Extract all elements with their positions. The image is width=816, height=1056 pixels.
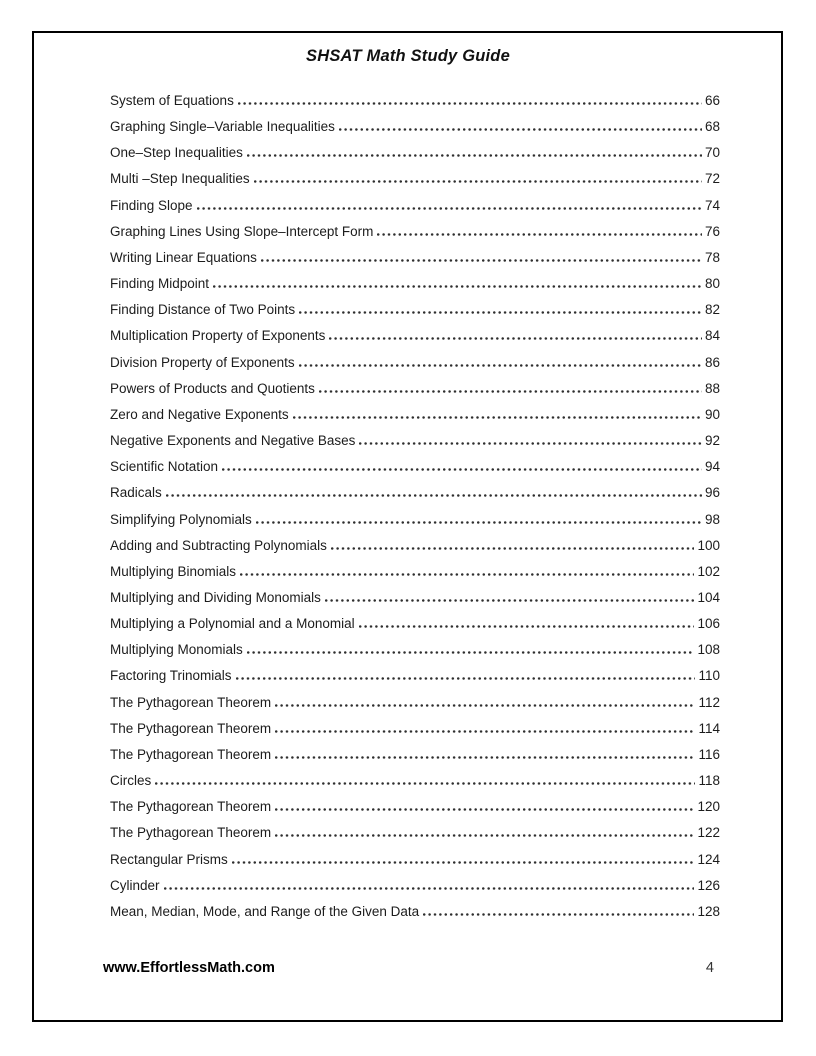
toc-leader-dots — [256, 521, 702, 524]
toc-entry-label: Division Property of Exponents — [110, 354, 295, 370]
toc-entry-page: 74 — [704, 197, 720, 213]
toc-leader-dots — [293, 416, 702, 419]
toc-entry-label: The Pythagorean Theorem — [110, 746, 272, 762]
toc-leader-dots — [275, 834, 694, 837]
toc-entry-label: Radicals — [110, 485, 162, 501]
toc-entry-label: Multiplying Binomials — [110, 563, 237, 579]
toc-list — [110, 88, 720, 925]
toc-entry-page: 90 — [704, 406, 720, 422]
toc-entry[interactable] — [110, 193, 720, 219]
toc-leader-dots — [325, 599, 695, 602]
toc-leader-dots — [331, 547, 695, 550]
toc-entry[interactable] — [110, 820, 720, 846]
toc-entry-page: 68 — [704, 119, 720, 135]
toc-entry[interactable] — [110, 847, 720, 873]
toc-entry-page: 84 — [704, 328, 720, 344]
toc-entry[interactable] — [110, 533, 720, 559]
toc-entry-page: 106 — [697, 616, 720, 632]
toc-entry-label: Mean, Median, Mode, and Range of the Given Data — [110, 903, 420, 919]
toc-entry-page: 86 — [704, 354, 720, 370]
toc-entry-page: 80 — [704, 276, 720, 292]
toc-entry-label: Graphing Single–Variable Inequalities — [110, 119, 335, 135]
toc-entry-page: 70 — [704, 145, 720, 161]
toc-leader-dots — [240, 573, 694, 576]
toc-entry-page: 126 — [697, 877, 720, 893]
toc-leader-dots — [164, 887, 695, 890]
toc-entry-page: 100 — [697, 537, 720, 553]
toc-entry-label: The Pythagorean Theorem — [110, 799, 272, 815]
toc-leader-dots — [155, 782, 695, 785]
toc-entry-label: Finding Slope — [110, 197, 193, 213]
toc-entry-page: 110 — [698, 668, 720, 684]
toc-leader-dots — [247, 651, 695, 654]
toc-leader-dots — [247, 154, 702, 157]
toc-leader-dots — [275, 730, 695, 733]
toc-entry[interactable] — [110, 873, 720, 899]
toc-leader-dots — [359, 442, 702, 445]
toc-entry-page: 102 — [697, 563, 720, 579]
toc-entry-label: Scientific Notation — [110, 459, 219, 475]
toc-entry[interactable] — [110, 376, 720, 402]
toc-entry-page: 124 — [697, 851, 720, 867]
toc-entry-label: Rectangular Prisms — [110, 851, 228, 867]
toc-entry[interactable] — [110, 507, 720, 533]
toc-entry-label: Circles — [110, 773, 152, 789]
toc-entry-label: Powers of Products and Quotients — [110, 380, 315, 396]
toc-leader-dots — [299, 364, 702, 367]
toc-leader-dots — [275, 808, 694, 811]
toc-entry[interactable] — [110, 716, 720, 742]
toc-leader-dots — [238, 102, 702, 105]
toc-entry-label: The Pythagorean Theorem — [110, 694, 272, 710]
toc-entry-page: 122 — [697, 825, 720, 841]
toc-entry[interactable] — [110, 166, 720, 192]
toc-entry-page: 76 — [704, 223, 720, 239]
toc-entry[interactable] — [110, 454, 720, 480]
toc-entry-page: 104 — [697, 589, 720, 605]
toc-entry-label: One–Step Inequalities — [110, 145, 243, 161]
toc-entry-label: Negative Exponents and Negative Bases — [110, 433, 356, 449]
toc-entry-page: 108 — [697, 642, 720, 658]
toc-entry-page: 118 — [698, 773, 720, 789]
toc-entry-label: The Pythagorean Theorem — [110, 720, 272, 736]
toc-leader-dots — [299, 311, 702, 314]
toc-leader-dots — [254, 180, 702, 183]
toc-leader-dots — [197, 207, 702, 210]
toc-entry-label: System of Equations — [110, 93, 234, 108]
toc-entry-label: Multiplication Property of Exponents — [110, 328, 326, 344]
toc-entry-label: Graphing Lines Using Slope–Intercept Form — [110, 223, 374, 239]
toc-entry-page: 116 — [698, 746, 720, 762]
toc-entry-label: Simplifying Polynomials — [110, 511, 252, 527]
toc-entry-label: Multi –Step Inequalities — [110, 171, 250, 187]
toc-entry-page: 78 — [704, 249, 720, 265]
toc-entry[interactable] — [110, 245, 720, 271]
toc-entry[interactable] — [110, 88, 720, 114]
toc-leader-dots — [166, 494, 702, 497]
toc-entry[interactable] — [110, 637, 720, 663]
toc-entry[interactable] — [110, 559, 720, 585]
toc-entry-page: 96 — [704, 485, 720, 501]
toc-entry[interactable] — [110, 585, 720, 611]
toc-entry[interactable] — [110, 742, 720, 768]
toc-entry[interactable] — [110, 690, 720, 716]
toc-entry[interactable] — [110, 480, 720, 506]
toc-entry-page: 94 — [704, 459, 720, 475]
toc-entry[interactable] — [110, 114, 720, 140]
toc-leader-dots — [213, 285, 702, 288]
toc-entry[interactable] — [110, 402, 720, 428]
toc-entry-label: Adding and Subtracting Polynomials — [110, 537, 327, 553]
toc-leader-dots — [275, 704, 695, 707]
toc-entry[interactable] — [110, 768, 720, 794]
toc-entry[interactable] — [110, 219, 720, 245]
toc-leader-dots — [359, 625, 695, 628]
toc-entry-page: 98 — [704, 511, 720, 527]
toc-entry-page: 88 — [704, 380, 720, 396]
toc-entry-label: Multiplying and Dividing Monomials — [110, 589, 321, 605]
toc-entry[interactable] — [110, 350, 720, 376]
toc-leader-dots — [423, 913, 694, 916]
toc-entry[interactable] — [110, 663, 720, 689]
toc-leader-dots — [377, 233, 702, 236]
toc-entry-page: 82 — [704, 302, 720, 318]
toc-entry-page: 112 — [698, 694, 720, 710]
toc-leader-dots — [232, 861, 695, 864]
toc-leader-dots — [222, 468, 702, 471]
toc-entry-label: The Pythagorean Theorem — [110, 825, 272, 841]
toc-entry-page: 120 — [697, 799, 720, 815]
toc-leader-dots — [261, 259, 702, 262]
toc-leader-dots — [329, 337, 702, 340]
toc-entry-page: 66 — [704, 93, 720, 108]
toc-entry-page: 72 — [704, 171, 720, 187]
toc-entry-label: Writing Linear Equations — [110, 249, 257, 265]
toc-entry[interactable] — [110, 323, 720, 349]
toc-entry[interactable] — [110, 297, 720, 323]
toc-entry-label: Finding Distance of Two Points — [110, 302, 296, 318]
toc-leader-dots — [319, 390, 702, 393]
toc-leader-dots — [275, 756, 695, 759]
toc-entry[interactable] — [110, 794, 720, 820]
toc-entry[interactable] — [110, 271, 720, 297]
toc-entry[interactable] — [110, 611, 720, 637]
toc-entry-label: Multiplying Monomials — [110, 642, 243, 658]
toc-entry-label: Factoring Trinomials — [110, 668, 232, 684]
toc-leader-dots — [236, 677, 696, 680]
toc-entry-label: Zero and Negative Exponents — [110, 406, 289, 422]
toc-entry[interactable] — [110, 428, 720, 454]
page-title: SHSAT Math Study Guide — [306, 47, 510, 65]
toc-entry-page: 128 — [697, 903, 720, 919]
toc-entry-label: Finding Midpoint — [110, 276, 210, 292]
toc-entry-page: 92 — [704, 433, 720, 449]
toc-leader-dots — [339, 128, 702, 131]
toc-entry[interactable] — [110, 140, 720, 166]
footer-website-link[interactable]: www.EffortlessMath.com — [103, 960, 275, 976]
toc-entry-page: 114 — [698, 720, 720, 736]
toc-entry-label: Cylinder — [110, 877, 160, 893]
toc-entry[interactable] — [110, 899, 720, 925]
footer-page-number: 4 — [705, 960, 714, 976]
toc-entry-label: Multiplying a Polynomial and a Monomial — [110, 616, 355, 632]
